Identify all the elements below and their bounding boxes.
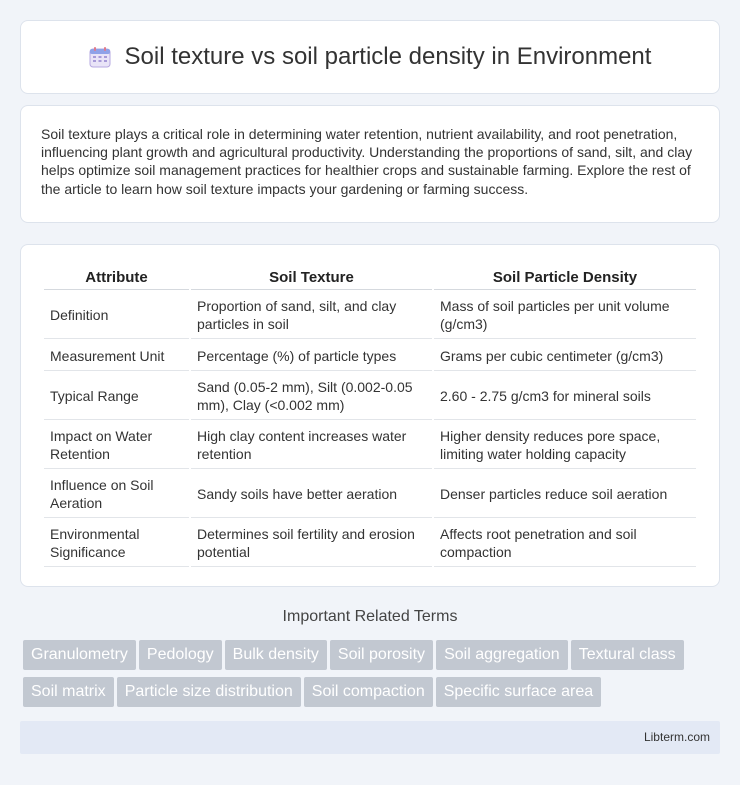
- related-term-tag[interactable]: Pedology: [139, 640, 222, 670]
- table-cell: Sandy soils have better aeration: [191, 471, 432, 518]
- comparison-table-card: [20, 244, 720, 587]
- related-terms-title: Important Related Terms: [282, 608, 458, 625]
- table-cell: Impact on Water Retention: [44, 422, 189, 469]
- table-cell: Environmental Significance: [44, 520, 189, 567]
- table-cell: Proportion of sand, silt, and clay particles in soil: [191, 292, 432, 339]
- intro-card: [20, 105, 720, 223]
- related-term-tag[interactable]: Soil aggregation: [436, 640, 568, 670]
- table-cell: 2.60 - 2.75 g/cm3 for mineral soils: [434, 373, 696, 420]
- table-cell: Sand (0.05-2 mm), Silt (0.002-0.05 mm), Clay (<0.002 mm): [191, 373, 432, 420]
- table-row: [44, 422, 696, 469]
- table-cell: Higher density reduces pore space, limiting water holding capacity: [434, 422, 696, 469]
- table-header-row: [44, 263, 696, 290]
- table-cell: High clay content increases water retention: [191, 422, 432, 469]
- page-title: Soil texture vs soil particle density in Environment: [124, 43, 652, 70]
- header-card: [20, 20, 720, 94]
- table-cell: Definition: [44, 292, 189, 339]
- footer: [20, 721, 720, 754]
- related-term-tag[interactable]: Granulometry: [23, 640, 136, 670]
- intro-text: Soil texture plays a critical role in determining water retention, nutrient availability, and root penetration, influencing plant growth and agricultural productivity. Understanding the proportions of sand, silt, and clay helps optimize soil management practices for healthier crops and sustainable farming. Explore the rest of the article to learn how soil texture impacts your gardening or farming success.: [41, 126, 693, 197]
- column-header: Soil Particle Density: [434, 263, 696, 290]
- table-cell: Determines soil fertility and erosion potential: [191, 520, 432, 567]
- related-term-tag[interactable]: Specific surface area: [436, 677, 601, 707]
- table-row: [44, 471, 696, 518]
- table-cell: Percentage (%) of particle types: [191, 341, 432, 371]
- table-cell: Typical Range: [44, 373, 189, 420]
- table-row: [44, 341, 696, 371]
- column-header: Soil Texture: [191, 263, 432, 290]
- table-cell: Mass of soil particles per unit volume (g/cm3): [434, 292, 696, 339]
- table-cell: Affects root penetration and soil compaction: [434, 520, 696, 567]
- table-row: [44, 373, 696, 420]
- table-cell: Denser particles reduce soil aeration: [434, 471, 696, 518]
- related-terms-list: [23, 640, 723, 714]
- table-cell: Measurement Unit: [44, 341, 189, 371]
- calendar-icon: [89, 46, 111, 68]
- related-term-tag[interactable]: Soil porosity: [330, 640, 433, 670]
- table-row: [44, 520, 696, 567]
- comparison-table: [42, 261, 698, 569]
- table-row: [44, 292, 696, 339]
- table-cell: Grams per cubic centimeter (g/cm3): [434, 341, 696, 371]
- related-term-tag[interactable]: Soil compaction: [304, 677, 433, 707]
- footer-site-link[interactable]: Libterm.com: [643, 730, 710, 744]
- column-header: Attribute: [44, 263, 189, 290]
- related-term-tag[interactable]: Soil matrix: [23, 677, 114, 707]
- related-term-tag[interactable]: Bulk density: [225, 640, 327, 670]
- related-term-tag[interactable]: Particle size distribution: [117, 677, 301, 707]
- related-term-tag[interactable]: Textural class: [571, 640, 684, 670]
- table-cell: Influence on Soil Aeration: [44, 471, 189, 518]
